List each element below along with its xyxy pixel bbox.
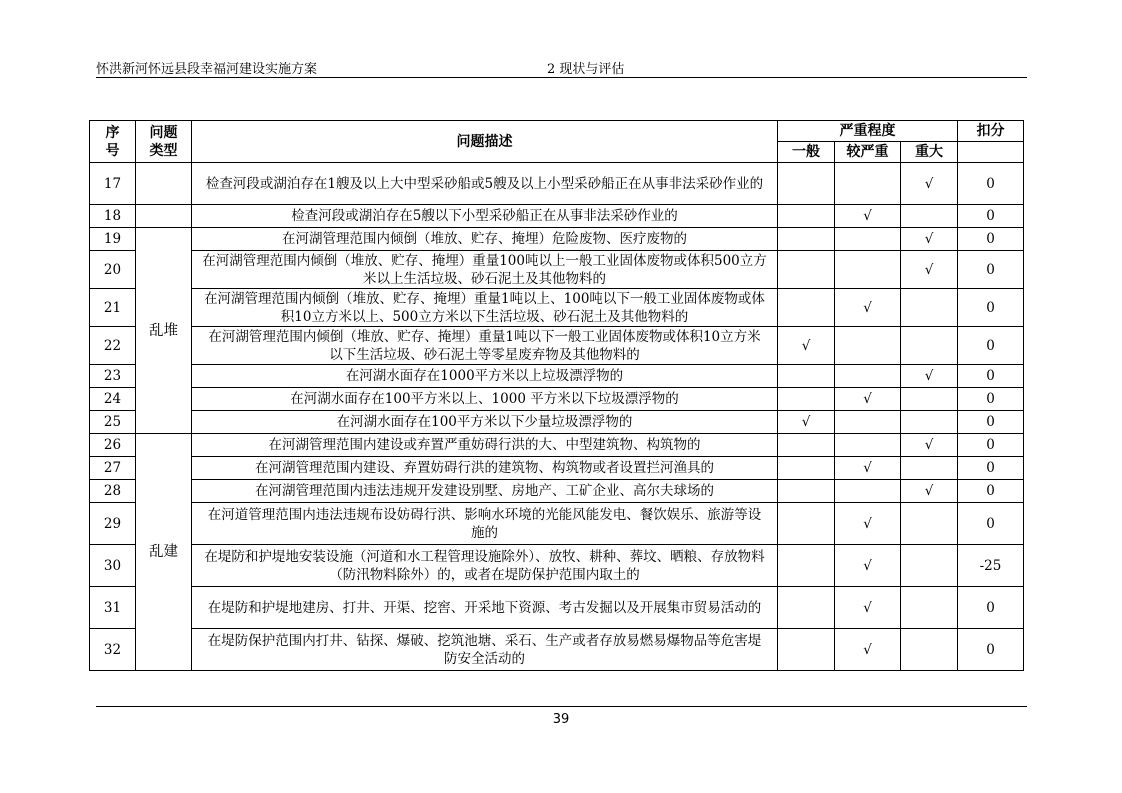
row-number: 22 <box>90 327 136 365</box>
row-number: 27 <box>90 457 136 480</box>
row-description: 在河湖管理范围内倾倒（堆放、贮存、掩埋）重量100吨以上一般工业固体废物或体积500立方米以上生活垃圾、砂石泥土及其他物料的 <box>192 251 778 289</box>
row-general <box>778 587 835 629</box>
row-deduct: 0 <box>958 434 1024 457</box>
row-number: 29 <box>90 503 136 545</box>
row-major <box>901 629 958 671</box>
category-blank <box>136 163 192 205</box>
header-seq: 序号 <box>90 121 136 163</box>
row-major: √ <box>901 365 958 388</box>
row-serious: √ <box>835 205 901 228</box>
row-description: 在堤防和护堤地安装设施（河道和水工程管理设施除外）、放牧、耕种、葬坟、晒粮、存放物料（防汛物料除外）的，或者在堤防保护范围内取土的 <box>192 545 778 587</box>
row-description: 在河湖管理范围内倾倒（堆放、贮存、掩埋）重量1吨以上、100吨以下一般工业固体废物或体积10立方米以上、500立方米以下生活垃圾、砂石泥土及其他物料的 <box>192 289 778 327</box>
issue-table <box>89 120 1024 671</box>
row-description: 在河湖管理范围内建设、弃置妨碍行洪的建筑物、构筑物或者设置拦河渔具的 <box>192 457 778 480</box>
table-row <box>90 411 1024 434</box>
row-number: 21 <box>90 289 136 327</box>
table-row <box>90 457 1024 480</box>
row-serious <box>835 228 901 251</box>
header-divider <box>96 77 1027 78</box>
row-description: 在河湖管理范围内违法违规开发建设别墅、房地产、工矿企业、高尔夫球场的 <box>192 480 778 503</box>
row-major <box>901 545 958 587</box>
row-general <box>778 434 835 457</box>
row-major: √ <box>901 480 958 503</box>
table-row <box>90 629 1024 671</box>
header-severity: 严重程度 <box>778 121 958 142</box>
table-row <box>90 545 1024 587</box>
row-serious: √ <box>835 503 901 545</box>
row-general <box>778 289 835 327</box>
row-deduct: 0 <box>958 163 1024 205</box>
row-major <box>901 327 958 365</box>
row-major: √ <box>901 163 958 205</box>
row-general <box>778 205 835 228</box>
row-number: 18 <box>90 205 136 228</box>
table-row <box>90 365 1024 388</box>
row-number: 17 <box>90 163 136 205</box>
table-row <box>90 587 1024 629</box>
row-deduct: 0 <box>958 411 1024 434</box>
row-general <box>778 545 835 587</box>
row-serious <box>835 365 901 388</box>
row-major <box>901 503 958 545</box>
section-title: 2 现状与评估 <box>547 62 625 77</box>
row-number: 32 <box>90 629 136 671</box>
row-serious <box>835 251 901 289</box>
row-description: 在河湖管理范围内倾倒（堆放、贮存、掩埋）危险废物、医疗废物的 <box>192 228 778 251</box>
row-major <box>901 205 958 228</box>
row-general <box>778 629 835 671</box>
row-description: 检查河段或湖泊存在1艘及以上大中型采砂船或5艘及以上小型采砂船正在从事非法采砂作业的 <box>192 163 778 205</box>
row-general: √ <box>778 327 835 365</box>
row-general <box>778 251 835 289</box>
row-description: 在堤防保护范围内打井、钻探、爆破、挖筑池塘、采石、生产或者存放易燃易爆物品等危害堤防安全活动的 <box>192 629 778 671</box>
row-major <box>901 587 958 629</box>
category-luandui: 乱堆 <box>136 228 192 434</box>
row-deduct: 0 <box>958 251 1024 289</box>
row-general <box>778 228 835 251</box>
row-deduct: 0 <box>958 457 1024 480</box>
row-number: 31 <box>90 587 136 629</box>
row-general <box>778 457 835 480</box>
row-major: √ <box>901 434 958 457</box>
row-general: √ <box>778 411 835 434</box>
row-description: 在河道管理范围内违法违规布设妨碍行洪、影响水环境的光能风能发电、餐饮娱乐、旅游等设施的 <box>192 503 778 545</box>
table-row <box>90 289 1024 327</box>
row-number: 26 <box>90 434 136 457</box>
row-deduct: 0 <box>958 629 1024 671</box>
category-blank <box>136 205 192 228</box>
header-desc: 问题描述 <box>192 121 778 163</box>
table-row <box>90 251 1024 289</box>
row-serious <box>835 480 901 503</box>
table-row <box>90 503 1024 545</box>
row-general <box>778 503 835 545</box>
row-number: 19 <box>90 228 136 251</box>
row-description: 在河湖水面存在100平方米以上、1000 平方米以下垃圾漂浮物的 <box>192 388 778 411</box>
header-general: 一般 <box>778 142 835 163</box>
row-general <box>778 480 835 503</box>
footer-divider <box>96 706 1027 707</box>
row-serious: √ <box>835 289 901 327</box>
row-major <box>901 457 958 480</box>
row-deduct: -25 <box>958 545 1024 587</box>
row-description: 在河湖管理范围内建设或弃置严重妨碍行洪的大、中型建筑物、构筑物的 <box>192 434 778 457</box>
row-major <box>901 388 958 411</box>
row-major <box>901 411 958 434</box>
header-deduct: 扣分 <box>958 121 1024 142</box>
row-deduct: 0 <box>958 365 1024 388</box>
header-type: 问题类型 <box>136 121 192 163</box>
row-serious <box>835 411 901 434</box>
row-serious: √ <box>835 587 901 629</box>
row-deduct: 0 <box>958 289 1024 327</box>
row-deduct: 0 <box>958 327 1024 365</box>
row-number: 23 <box>90 365 136 388</box>
row-deduct: 0 <box>958 480 1024 503</box>
row-number: 24 <box>90 388 136 411</box>
row-serious: √ <box>835 388 901 411</box>
row-description: 检查河段或湖泊存在5艘以下小型采砂船正在从事非法采砂作业的 <box>192 205 778 228</box>
row-general <box>778 388 835 411</box>
row-deduct: 0 <box>958 587 1024 629</box>
row-serious: √ <box>835 545 901 587</box>
row-general <box>778 163 835 205</box>
row-serious: √ <box>835 457 901 480</box>
row-major <box>901 289 958 327</box>
row-number: 25 <box>90 411 136 434</box>
row-description: 在河湖管理范围内倾倒（堆放、贮存、掩埋）重量1吨以下一般工业固体废物或体积10立方米以下生活垃圾、砂石泥土等零星废弃物及其他物料的 <box>192 327 778 365</box>
row-serious: √ <box>835 629 901 671</box>
table-row <box>90 228 1024 251</box>
table-row <box>90 163 1024 205</box>
row-number: 20 <box>90 251 136 289</box>
row-serious <box>835 327 901 365</box>
document-title: 怀洪新河怀远县段幸福河建设实施方案 <box>96 62 318 77</box>
row-deduct: 0 <box>958 388 1024 411</box>
row-serious <box>835 163 901 205</box>
row-number: 28 <box>90 480 136 503</box>
row-major: √ <box>901 228 958 251</box>
table-row <box>90 480 1024 503</box>
row-description: 在堤防和护堤地建房、打井、开渠、挖窖、开采地下资源、考古发掘以及开展集市贸易活动的 <box>192 587 778 629</box>
table-row <box>90 434 1024 457</box>
table-row <box>90 205 1024 228</box>
row-major: √ <box>901 251 958 289</box>
table-row <box>90 327 1024 365</box>
row-serious <box>835 434 901 457</box>
row-deduct: 0 <box>958 205 1024 228</box>
table-row <box>90 388 1024 411</box>
header-deduct-blank <box>958 142 1024 163</box>
row-deduct: 0 <box>958 228 1024 251</box>
page-number: 39 <box>552 712 570 727</box>
header-major: 重大 <box>901 142 958 163</box>
row-description: 在河湖水面存在1000平方米以上垃圾漂浮物的 <box>192 365 778 388</box>
row-number: 30 <box>90 545 136 587</box>
header-serious: 较严重 <box>835 142 901 163</box>
row-deduct: 0 <box>958 503 1024 545</box>
row-general <box>778 365 835 388</box>
row-description: 在河湖水面存在100平方米以下少量垃圾漂浮物的 <box>192 411 778 434</box>
category-luanjian: 乱建 <box>136 434 192 671</box>
